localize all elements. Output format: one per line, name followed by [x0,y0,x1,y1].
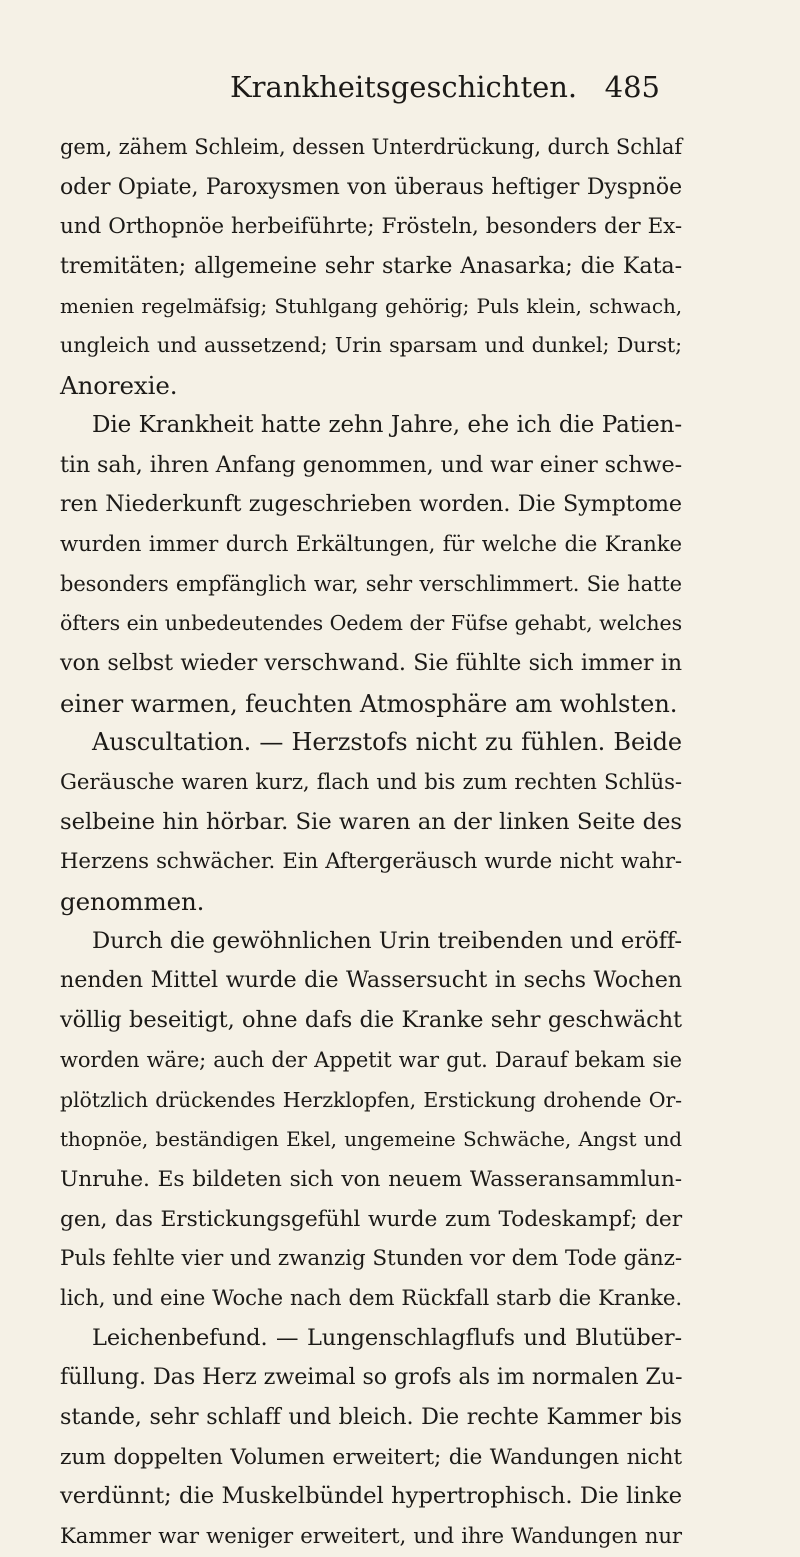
text-line: plötzlich drückendes Herzklopfen, Erstickung drohende Or- [60,1087,682,1112]
body-text [60,128,682,1557]
text-line: menien regelmäfsig; Stuhlgang gehörig; Puls klein, schwach, [60,293,682,318]
text-line: Leichenbefund. — Lungenschlagflufs und Blutüber- [92,1324,682,1351]
text-line: besonders empfänglich war, sehr verschlimmert. Sie hatte [60,571,682,596]
text-line: Auscultation. — Herzstofs nicht zu fühlen. Beide [92,728,682,757]
text-line: stande, sehr schlaff und bleich. Die rechte Kammer bis [60,1404,682,1430]
text-line: Puls fehlte vier und zwanzig Stunden vor dem Tode gänz- [60,1246,682,1272]
text-line: thopnöe, beständigen Ekel, ungemeine Schwäche, Angst und [60,1127,682,1152]
page-number: 485 [604,70,660,104]
text-line: füllung. Das Herz zweimal so grofs als im normalen Zu- [60,1364,683,1391]
text-line: lich, und eine Woche nach dem Rückfall starb die Kranke. [60,1285,682,1311]
text-line: Die Krankheit hatte zehn Jahre, ehe ich die Patien- [92,411,682,438]
text-line: Durch die gewöhnlichen Urin treibenden und eröff- [92,927,682,954]
text-line: Herzens schwächer. Ein Aftergeräusch wurde nicht wahr- [60,849,682,875]
text-line: worden wäre; auch der Appetit war gut. Darauf bekam sie [60,1047,682,1072]
text-line: ungleich und aussetzend; Urin sparsam und dunkel; Durst; [60,333,682,358]
text-line: öfters ein unbedeutendes Oedem der Füfse gehabt, welches [60,611,682,636]
text-line: völlig beseitigt, ohne dafs die Kranke sehr geschwächt [60,1007,682,1034]
text-line: genommen. [60,887,205,917]
text-line: einer warmen, feuchten Atmosphäre am wohlsten. [60,688,678,718]
running-head [230,70,660,110]
text-line: von selbst wieder verschwand. Sie fühlte sich immer in [60,649,682,676]
text-line: Unruhe. Es bildeten sich von neuem Wasseransammlun- [60,1166,682,1192]
text-line: tremitäten; allgemeine sehr starke Anasarka; die Kata- [60,253,682,280]
text-line: nenden Mittel wurde die Wassersucht in sechs Wochen [60,967,682,994]
text-line: gem, zähem Schleim, dessen Unterdrückung, durch Schlaf [60,135,682,159]
text-line: Kammer war weniger erweitert, und ihre Wandungen nur [60,1524,682,1550]
text-line: gen, das Erstickungsgefühl wurde zum Todeskampf; der [60,1206,682,1232]
text-line: ren Niederkunft zugeschrieben worden. Die Symptome [60,491,682,518]
text-line: verdünnt; die Muskelbündel hypertrophisch. Die linke [60,1483,682,1510]
text-line: selbeine hin hörbar. Sie waren an der linken Seite des [60,808,682,835]
text-line: tin sah, ihren Anfang genommen, und war einer schwe- [60,451,683,478]
text-line: und Orthopnöe herbeiführte; Frösteln, besonders der Ex- [60,214,682,240]
running-head-title: Krankheitsgeschichten. [230,70,578,104]
text-line: Anorexie. [60,371,178,401]
text-line: zum doppelten Volumen erweitert; die Wandungen nicht [60,1444,682,1470]
text-line: wurden immer durch Erkältungen, für welche die Kranke [60,531,682,557]
text-line: oder Opiate, Paroxysmen von überaus heftiger Dyspnöe [60,174,682,200]
text-line: Geräusche waren kurz, flach und bis zum rechten Schlüs- [60,770,682,795]
